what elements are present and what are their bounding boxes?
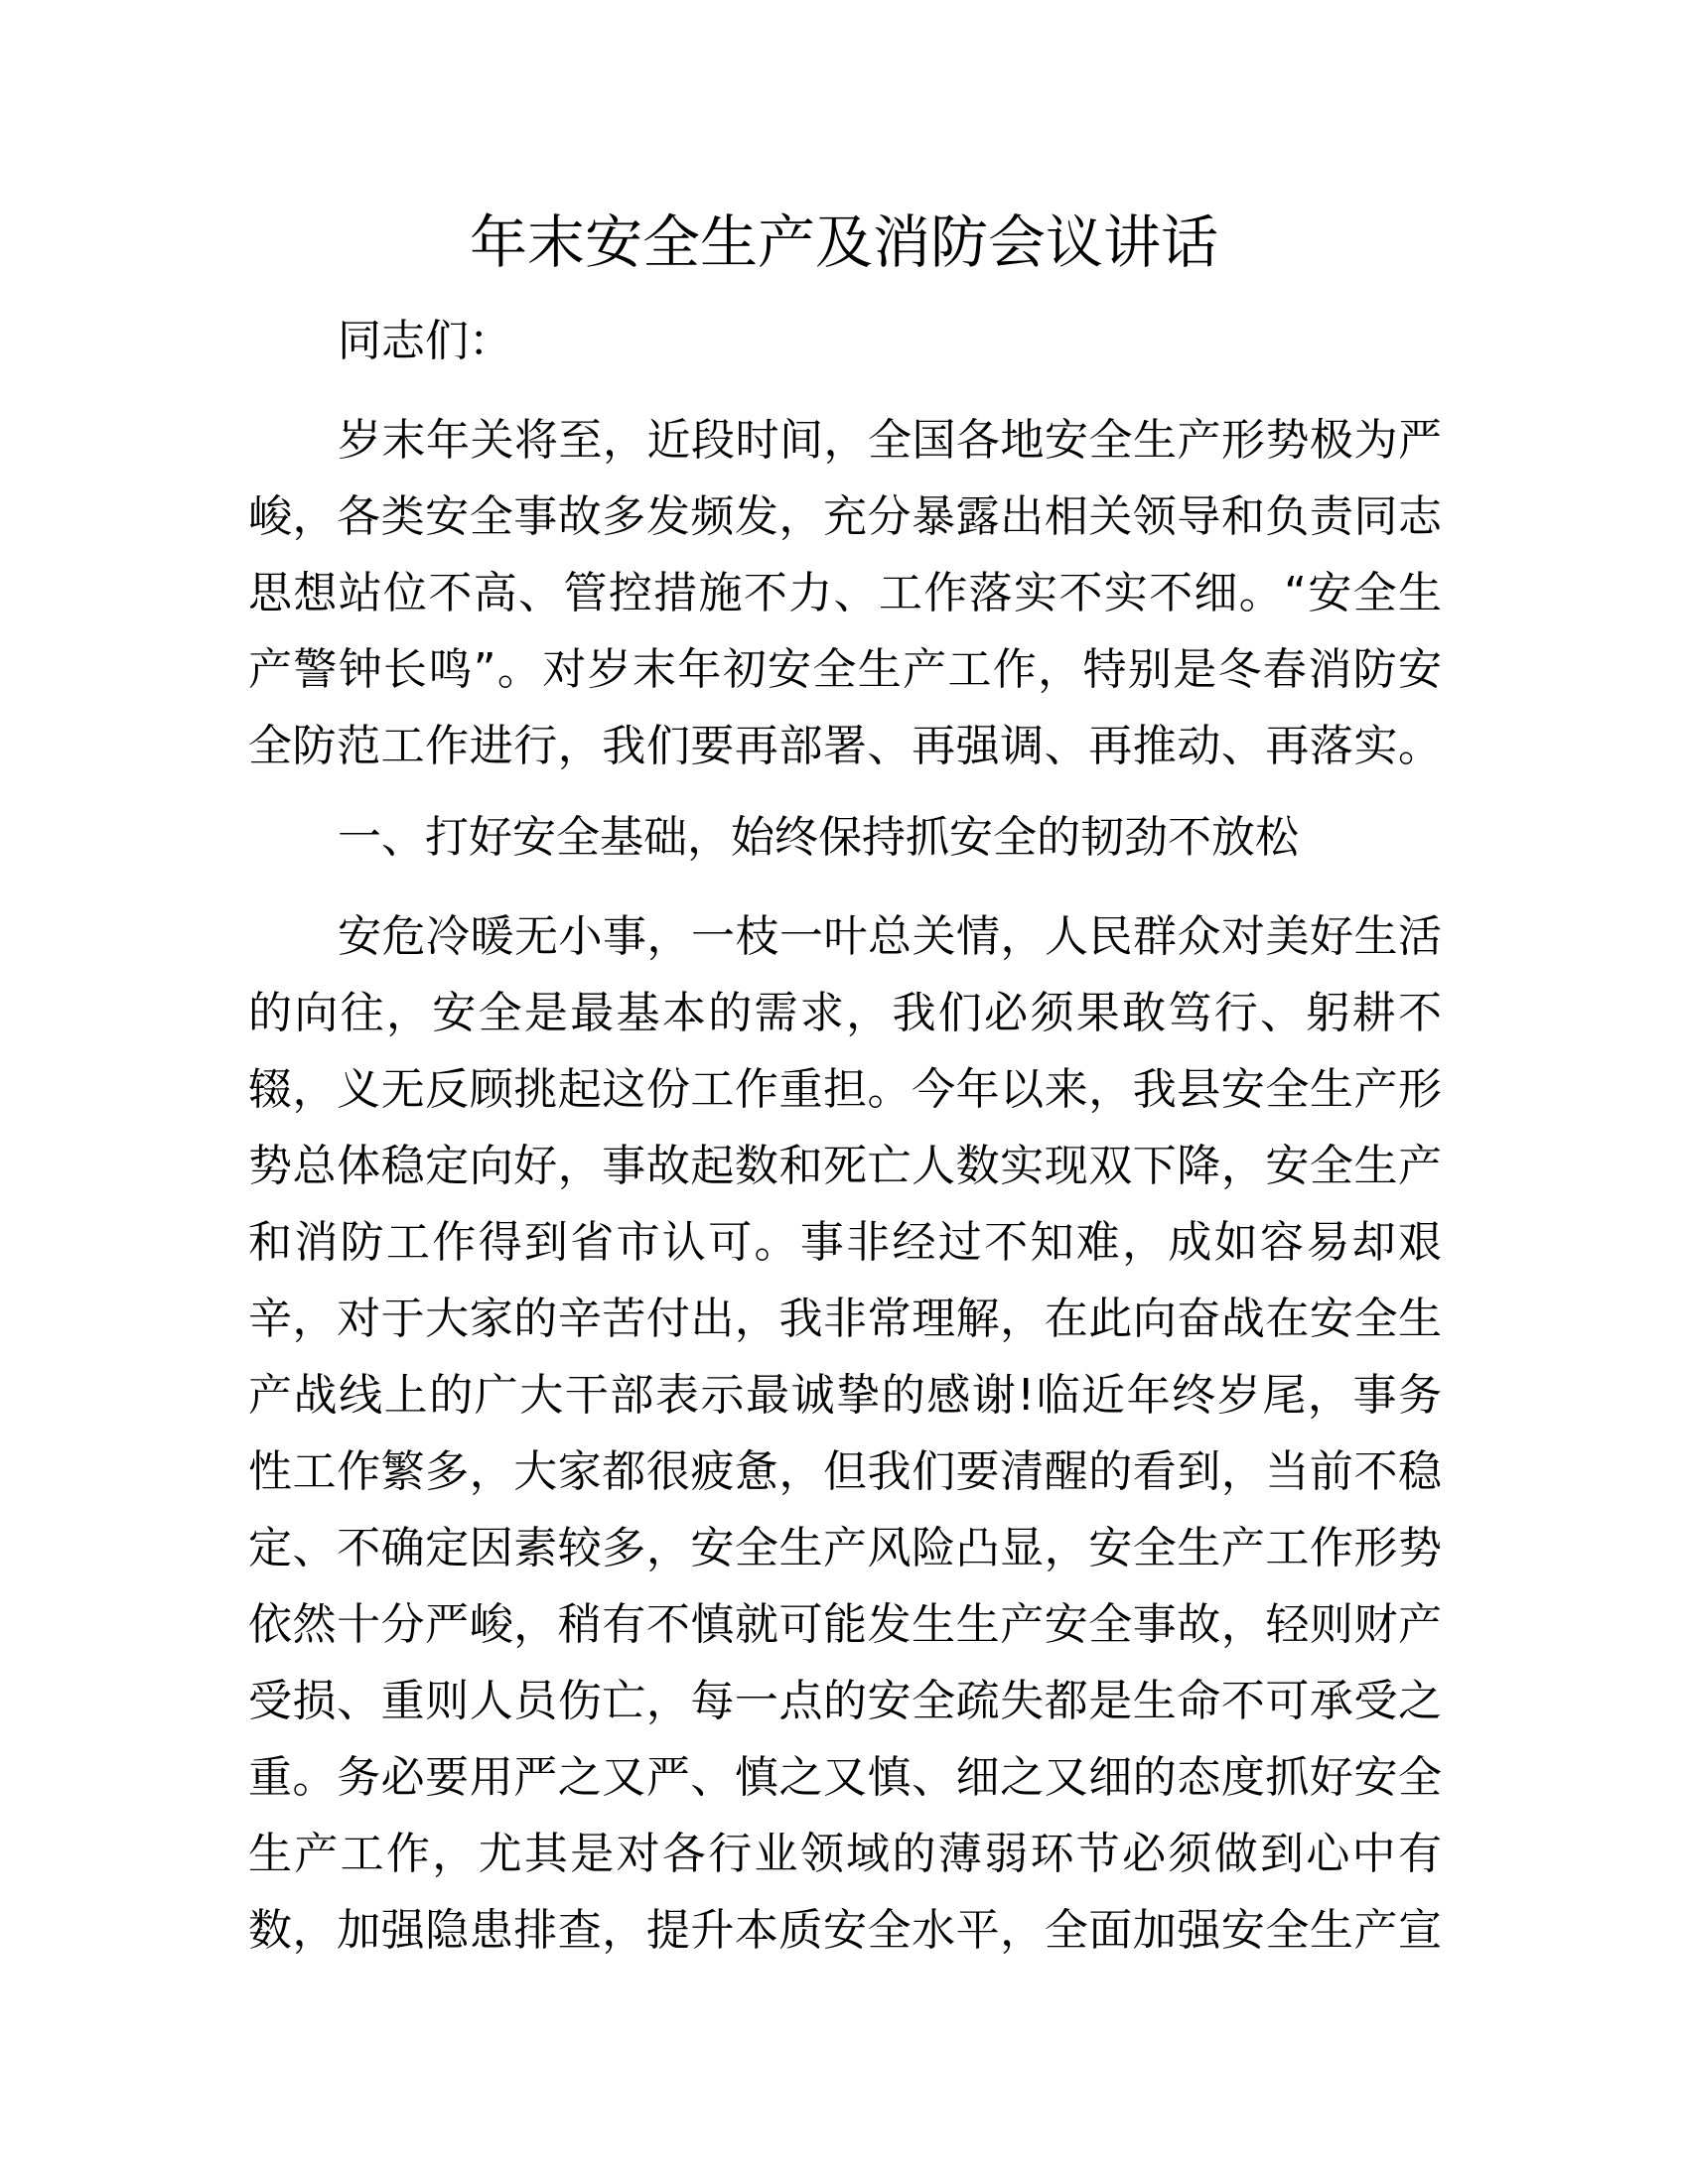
text-line: 生产工作，尤其是对各行业领域的薄弱环节必须做到心中有 [248, 1829, 1442, 1879]
text-line: 产警钟长鸣”。对岁末年初安全生产工作，特别是冬春消防安 [248, 644, 1442, 695]
text-line: 思想站位不高、管控措施不力、工作落实不实不细。“安全生 [248, 568, 1442, 618]
text-line: 势总体稳定向好，事故起数和死亡人数实现双下降，安全生产 [248, 1141, 1442, 1191]
text-line: 全防范工作进行，我们要再部署、再强调、再推动、再落实。 [248, 721, 1442, 771]
salutation: 同志们： [338, 316, 512, 366]
text-line: 辍，义无反顾挑起这份工作重担。今年以来，我县安全生产形 [248, 1064, 1442, 1115]
text-line: 定、不确定因素较多，安全生产风险凸显，安全生产工作形势 [248, 1523, 1442, 1573]
text-line: 依然十分严峻，稍有不慎就可能发生生产安全事故，轻则财产 [248, 1599, 1442, 1650]
text-line: 和消防工作得到省市认可。事非经过不知难，成如容易却艰 [248, 1217, 1442, 1268]
text-line: 性工作繁多，大家都很疲惫，但我们要清醒的看到，当前不稳 [248, 1446, 1442, 1497]
text-line: 数，加强隐患排查，提升本质安全水平，全面加强安全生产宣 [248, 1905, 1442, 1956]
text-line: 岁末年关将至，近段时间，全国各地安全生产形势极为严 [338, 415, 1442, 466]
text-line: 峻，各类安全事故多发频发，充分暴露出相关领导和负责同志 [248, 491, 1442, 542]
text-line: 辛，对于大家的辛苦付出，我非常理解，在此向奋战在安全生 [248, 1294, 1442, 1344]
text-line: 受损、重则人员伤亡，每一点的安全疏失都是生命不可承受之 [248, 1676, 1442, 1726]
text-line: 产战线上的广大干部表示最诚挚的感谢!临近年终岁尾，事务 [248, 1370, 1442, 1421]
text-line: 重。务必要用严之又严、慎之又慎、细之又细的态度抓好安全 [248, 1752, 1442, 1803]
section-heading: 一、打好安全基础，始终保持抓安全的韧劲不放松 [338, 812, 1299, 863]
text-line: 安危冷暖无小事，一枝一叶总关情，人民群众对美好生活 [338, 911, 1442, 962]
text-line: 的向往，安全是最基本的需求，我们必须果敢笃行、躬耕不 [248, 988, 1442, 1038]
document-title: 年末安全生产及消防会议讲话 [469, 208, 1218, 276]
